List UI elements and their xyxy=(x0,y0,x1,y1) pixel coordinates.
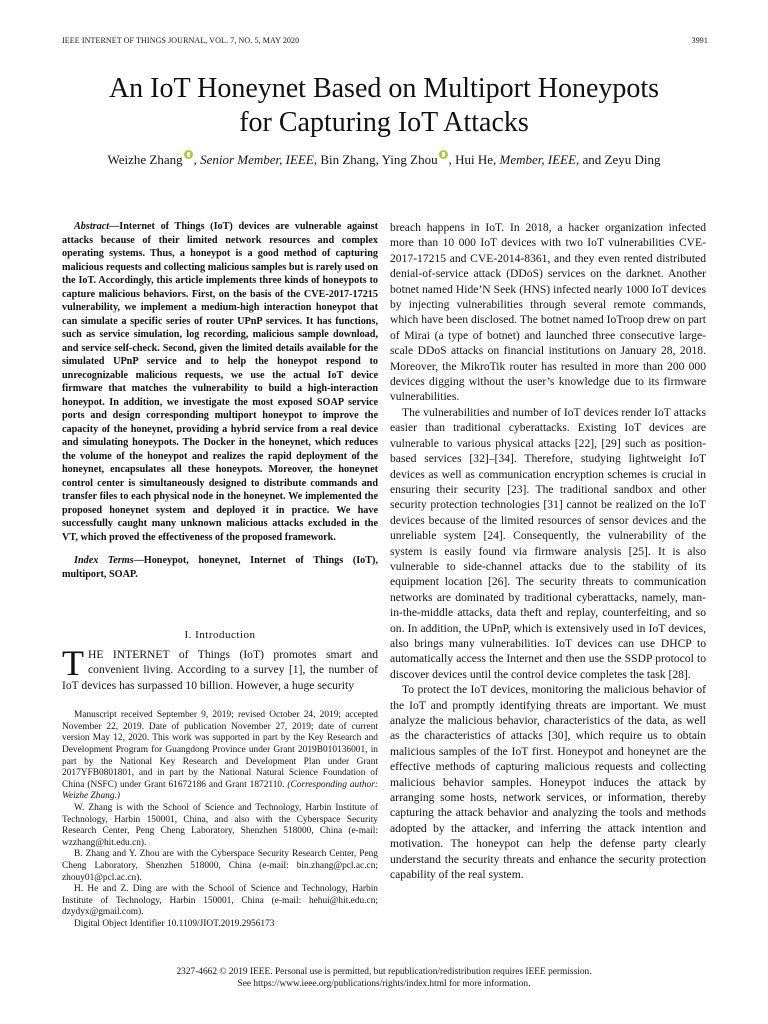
title-line-1: An IoT Honeynet Based on Multiport Honeypots xyxy=(108,73,660,104)
abstract xyxy=(62,220,378,544)
journal-info: IEEE INTERNET OF THINGS JOURNAL, VOL. 7, NO. 5, MAY 2020 xyxy=(62,36,300,45)
author-2-3: , Bin Zhang, Ying Zhou xyxy=(313,152,438,167)
footnote-affiliation-2: B. Zhang and Y. Zhou are with the Cyberspace Security Research Center, Peng Cheng Laboratory, Shenzhen 518000, China (e-mail: bin.zhang@pcl.ac.cn; zhouy01@pcl.ac.cn). xyxy=(62,849,378,883)
abstract-label: Abstract xyxy=(74,221,110,232)
body-paragraph-1: breach happens in IoT. In 2018, a hacker organization infected more than 10 000 IoT devices with two IoT vulnerabilities CVE-2017-17215 and CVE-2014-8361, and they even rented distributed denial-of-service attack (DDoS) services on the darknet. Another botnet named Hide’N Seek (HNS) infected nearly 1000 IoT devices by injecting vulnerabilities through several remote commands, which have been disclosed. The botnet named IoTroop drew on part of Mirai (a type of botnet) and launched three consecutive large-scale DDoS attacks on financial institutions on January 28, 2018. Moreover, the MikroTik router has resulted in more than 200 000 devices digging without the user’s knowledge due to its firmware vulnerabilities. xyxy=(390,221,706,404)
footnote-funding-text: Manuscript received September 9, 2019; revised October 24, 2019; accepted November 22, 2019. Date of publication November 27, 2019; date of current version May 12, 2020. This work was supported in part by the Key Research and Development Program for Guangdong Province under Grant 2019B010136001, in part by the National Key Research and Development Plan under Grant 2017YFB0801801, and in part by the National Natural Science Foundation of China (NSFC) under Grant 61672186 and Grant 1872110. xyxy=(62,710,378,790)
author-4-affiliation: Member, IEEE xyxy=(499,152,577,167)
left-column xyxy=(62,220,378,931)
copyright-line-2: See https://www.ieee.org/publications/rights/index.html for more information. xyxy=(237,979,531,989)
title-line-2: for Capturing IoT Attacks xyxy=(239,107,529,138)
copyright-notice xyxy=(40,966,728,990)
author-5: , and Zeyu Ding xyxy=(576,152,661,167)
corresponding-author: (Corresponding author: Weizhe Zhang.) xyxy=(62,779,378,802)
drop-cap: T xyxy=(62,643,84,683)
footnote-affiliation-1: W. Zhang is with the School of Science and Technology, Harbin Institute of Technology, Harbin 150001, China, and also with the Cyberspace Security Research Center, Peng Cheng Laboratory, Shenzhen 518000, China (e-mail: wzzhang@hit.edu.cn). xyxy=(62,802,378,848)
intro-paragraph xyxy=(62,643,378,693)
running-header xyxy=(62,36,708,48)
body-paragraph-2: The vulnerabilities and number of IoT devices render IoT attacks easier than traditional cyberattacks. Existing IoT devices are vulnerable to various physical attacks [22], [29] such as position-based services [32]–[34]. Therefore, studying lightweight IoT devices as well as communication encryption schemes is crucial in ensuring their security [23]. The traditional sandbox and other security protection technologies [31] cannot be realized on the IoT devices because of the limited resources of sensor devices and the unreliable system [24]. Consequently, the vulnerability of the system is easily found via firmware analysis [25]. It is also vulnerable to side-channel attacks due to the stability of its equipment location [26]. The security threats to communication networks are dominated by traditional cyberattacks, namely, man-in-the-middle attacks, data theft and replay, counterfeiting, and so on. In addition, the UPnP, which is extensively used in IoT devices, also brings many vulnerabilities. IoT devices can use DHCP to automatically access the Internet and then use the SSDP protocol to discover devices until the control device completes the task [28]. xyxy=(390,405,706,681)
author-1-affiliation: , Senior Member, IEEE xyxy=(193,152,314,167)
index-terms-label: Index Terms xyxy=(74,555,134,566)
right-column xyxy=(390,220,706,882)
body-paragraph-3: To protect the IoT devices, monitoring the malicious behavior of the IoT and promptly identifying threats are important. We must analyze the malicious behavior, characteristics of the data, as well as the characteristics of attacks [30], which require us to obtain malicious samples of the IoT first. Honeypot and honeynet are the effective methods of capturing malicious requests and collecting malicious behavior samples. Honeypot induces the attack by arranging some hosts, network services, or information, thereby capturing the attack behavior and analyzing the tools and methods adopted by the attacker, and inferring the attack intention and motivation. The honeypot can help the defense party clearly understand the security threats and enhance the security protection capability of the real system. xyxy=(390,683,706,882)
footnote-funding xyxy=(62,710,378,803)
abstract-text: —Internet of Things (IoT) devices are vulnerable against attacks because of their limited network resources and complex operating systems. Thus, a honeypot is a good method of capturing malicious requests and collecting malicious samples but is rarely used on the IoT. Accordingly, this article implements three kinds of honeypots to capture malicious behaviors. First, on the basis of the CVE-2017-17215 vulnerability, we implement a medium-high interaction honeypot that can simulate a specific series of router UPnP services. It has functions, such as service simulation, log recording, malicious sample download, and service self-check. Second, given the limited details available for the simulated UPnP service and to help the honeypot respond to unrecognizable malicious requests, we use the actual IoT device firmware that matches the vulnerability to build a high-interaction honeypot. In addition, we investigate the most exposed SOAP service ports and design corresponding multiport honeypot to improve the capacity of the honeynet, providing a hybrid service from a real device and simulating honeypots. The Docker in the honeynet, which reduces the volume of the honeypot and realizes the rapid deployment of the honeynet, encapsulates all these honeypots. Moreover, the honeynet control center is simultaneously designed to distribute commands and transfer files to each physical node in the honeynet. We implemented the proposed honeynet system and deployed it in practice. We have successfully caught many unknown malicious attacks excluded in the VT, which proved the effectiveness of the proposed framework. xyxy=(62,221,378,543)
author-4: , Hui He, xyxy=(448,152,500,167)
orcid-icon[interactable] xyxy=(184,150,193,159)
page-number: 3991 xyxy=(691,36,708,45)
footnote-doi: Digital Object Identifier 10.1109/JIOT.2019.2956173 xyxy=(74,918,275,929)
footnote-affiliation-3: H. He and Z. Ding are with the School of Science and Technology, Harbin Institute of Technology, Harbin 150001, China (e-mail: hehui@hit.edu.cn; dzydyx@gmail.com). xyxy=(62,884,378,918)
author-list xyxy=(40,150,728,169)
footnote-divider xyxy=(62,703,378,704)
index-terms xyxy=(62,554,378,581)
index-terms-text: —Honeypot, honeynet, Internet of Things (IoT), multiport, SOAP. xyxy=(62,555,378,580)
orcid-icon[interactable] xyxy=(439,150,448,159)
paper-title xyxy=(40,72,728,140)
copyright-line-1: 2327-4662 © 2019 IEEE. Personal use is permitted, but republication/redistribution requires IEEE permission. xyxy=(176,967,592,977)
intro-text: HE INTERNET of Things (IoT) promotes smart and convenient living. According to a survey [1], the number of IoT devices has surpassed 10 billion. However, a huge security xyxy=(62,648,378,692)
section-heading: I. Introduction xyxy=(184,629,256,641)
author-1: Weizhe Zhang xyxy=(107,152,183,167)
